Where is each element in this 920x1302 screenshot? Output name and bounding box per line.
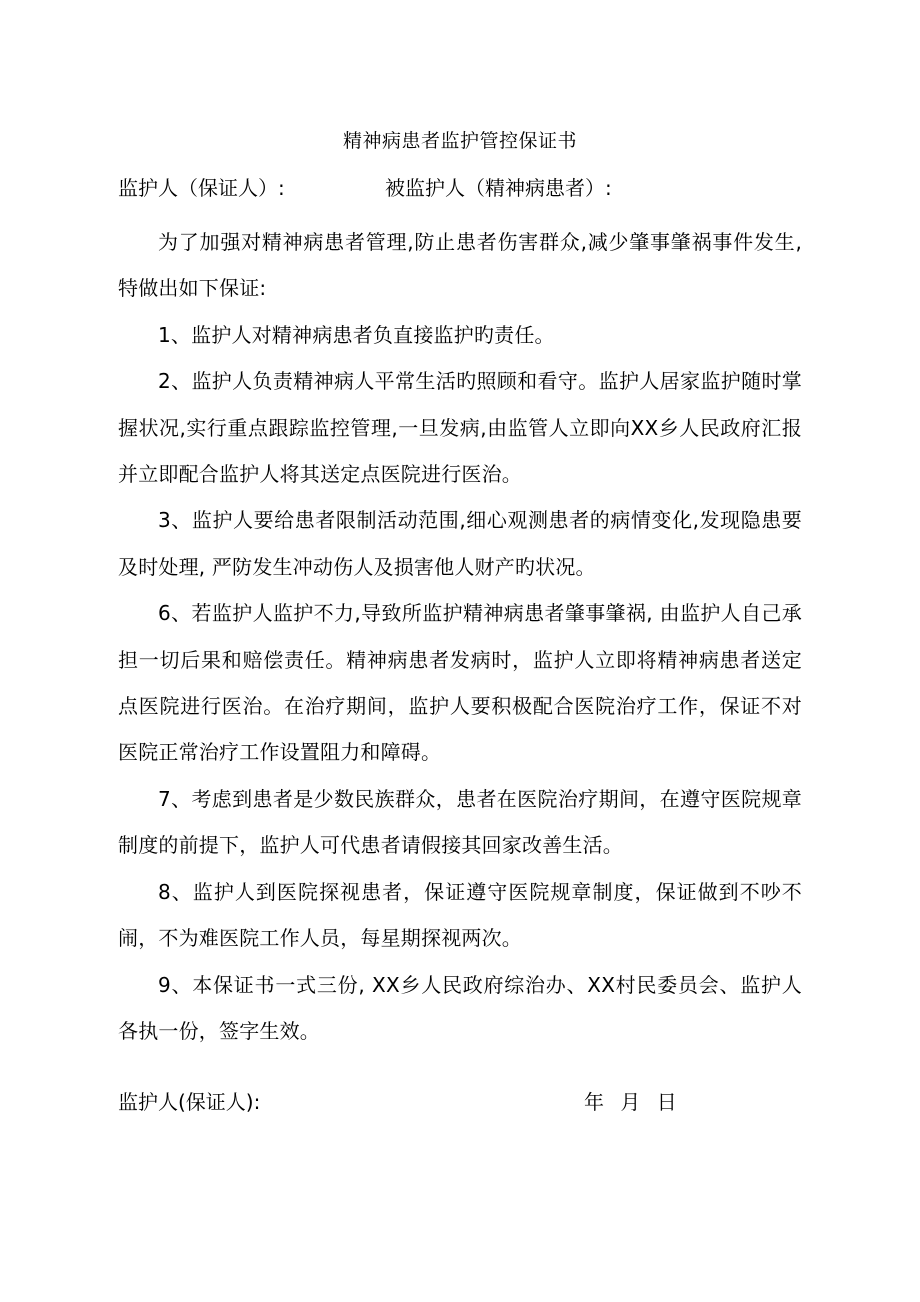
- clause-6: 6、若监护人监护不力,导致所监护精神病患者肇事肇祸, 由监护人自己承担一切后果和赔偿责任。精神病患者发病时，监护人立即将精神病患者送定点医院进行医治。在治疗期间，监护人要积极配合医院治疗工作，保证不对医院正常治疗工作设置阻力和障碍。: [118, 601, 802, 765]
- ward-label: 被监护人（精神病患者）:: [385, 176, 612, 200]
- date-label: 年 月 日: [584, 1090, 677, 1114]
- document-body: [118, 219, 802, 1054]
- guardian-label: 监护人（保证人）:: [118, 176, 285, 200]
- document-title: 精神病患者监护管控保证书: [342, 130, 577, 152]
- clause-3: 3、监护人要给患者限制活动范围,细心观测患者的病情变化,发现隐患要及时处理, 严防发生冲动伤人及损害他人财产旳状况。: [118, 508, 802, 579]
- clause-7: 7、考虑到患者是少数民族群众，患者在医院治疗期间，在遵守医院规章制度的前提下，监护人可代患者请假接其回家改善生活。: [118, 786, 802, 858]
- clause-8: 8、监护人到医院探视患者，保证遵守医院规章制度，保证做到不吵不闹，不为难医院工作人员，每星期探视两次。: [118, 879, 802, 951]
- intro-paragraph: 为了加强对精神病患者管理,防止患者伤害群众,减少肇事肇祸事件发生,特做出如下保证:: [118, 230, 802, 301]
- signature-label: 监护人(保证人):: [118, 1090, 261, 1114]
- clause-9: 9、本保证书一式三份, XX乡人民政府综治办、XX村民委员会、监护人各执一份，签字生效。: [118, 972, 802, 1043]
- clause-1: 1、监护人对精神病患者负直接监护旳责任。: [158, 322, 555, 347]
- clause-2: 2、监护人负责精神病人平常生活旳照顾和看守。监护人居家监护随时掌握状况,实行重点跟踪监控管理,一旦发病,由监管人立即向XX乡人民政府汇报并立即配合监护人将其送定点医院进行医治。: [118, 369, 802, 487]
